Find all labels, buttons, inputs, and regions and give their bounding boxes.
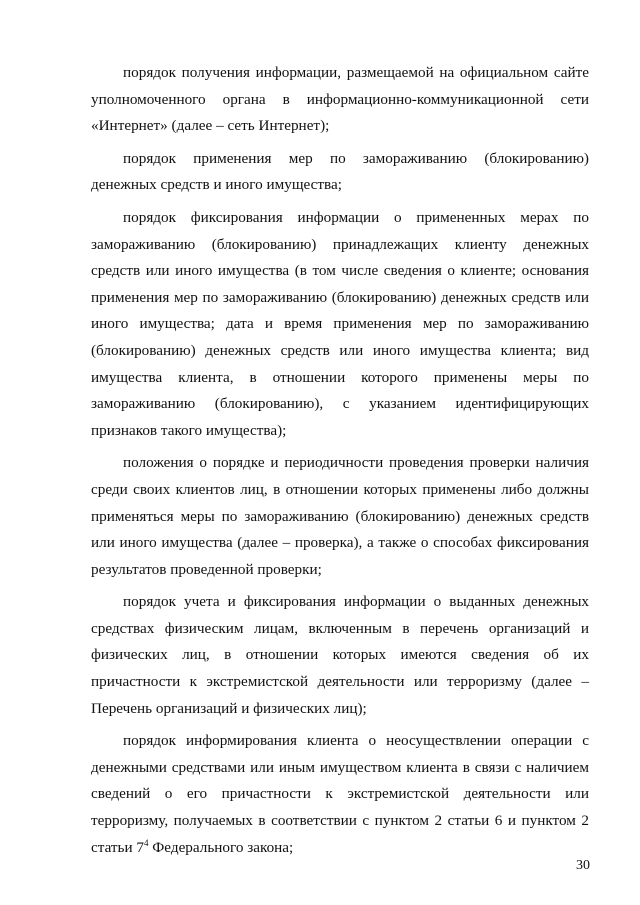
paragraph-text-main: порядок информирования клиента о неосуществлении операции с денежными средствами или иным имуществом клиента в связи с наличием сведений о его причастности к экстремистской деятельности или терроризму, получаемых в соответствии с пунктом 2 статьи 6 и пунктом 2 статьи 7 — [91, 732, 589, 856]
paragraph-info-retrieval-procedure: порядок получения информации, размещаемой на официальном сайте уполномоченного органа в информационно-коммуникационной сети «Интернет» (далее – сеть Интернет); — [91, 64, 589, 135]
paragraph-client-notification-procedure — [91, 728, 589, 861]
article-superscript: 4 — [144, 837, 149, 848]
paragraph-issued-funds-accounting: порядок учета и фиксирования информации о выданных денежных средствах физическим лицам, включенным в перечень организаций и физических лиц, в отношении которых имеются сведения об их причастности к экстремистской деятельности или терроризму (далее – Перечень организаций и физических лиц); — [91, 593, 589, 717]
paragraph-recording-applied-measures: порядок фиксирования информации о примененных мерах по замораживанию (блокированию) принадлежащих клиенту денежных средств или иного имущества (в том числе сведения о клиенте; основания применения мер по замораживанию (блокированию) денежных средств или иного имущества; дата и время применения мер по замораживанию (блокированию) денежных средств или иного имущества клиента; вид имущества клиента, в отношении которого применены меры по замораживанию (блокированию), с указанием идентифицирующих признаков такого имущества); — [91, 208, 589, 439]
paragraph-freezing-measures-procedure: порядок применения мер по замораживанию (блокированию) денежных средств и иного имущества; — [91, 149, 589, 194]
document-page — [91, 60, 589, 867]
paragraph-client-check-provisions: положения о порядке и периодичности проведения проверки наличия среди своих клиентов лиц, в отношении которых применены либо должны применяться меры по замораживанию (блокированию) денежных средств или иного имущества (далее – проверка), а также о способах фиксирования результатов проведенной проверки; — [91, 454, 589, 578]
paragraph-text-end: Федерального закона; — [148, 838, 294, 856]
page-number: 30 — [576, 858, 590, 873]
